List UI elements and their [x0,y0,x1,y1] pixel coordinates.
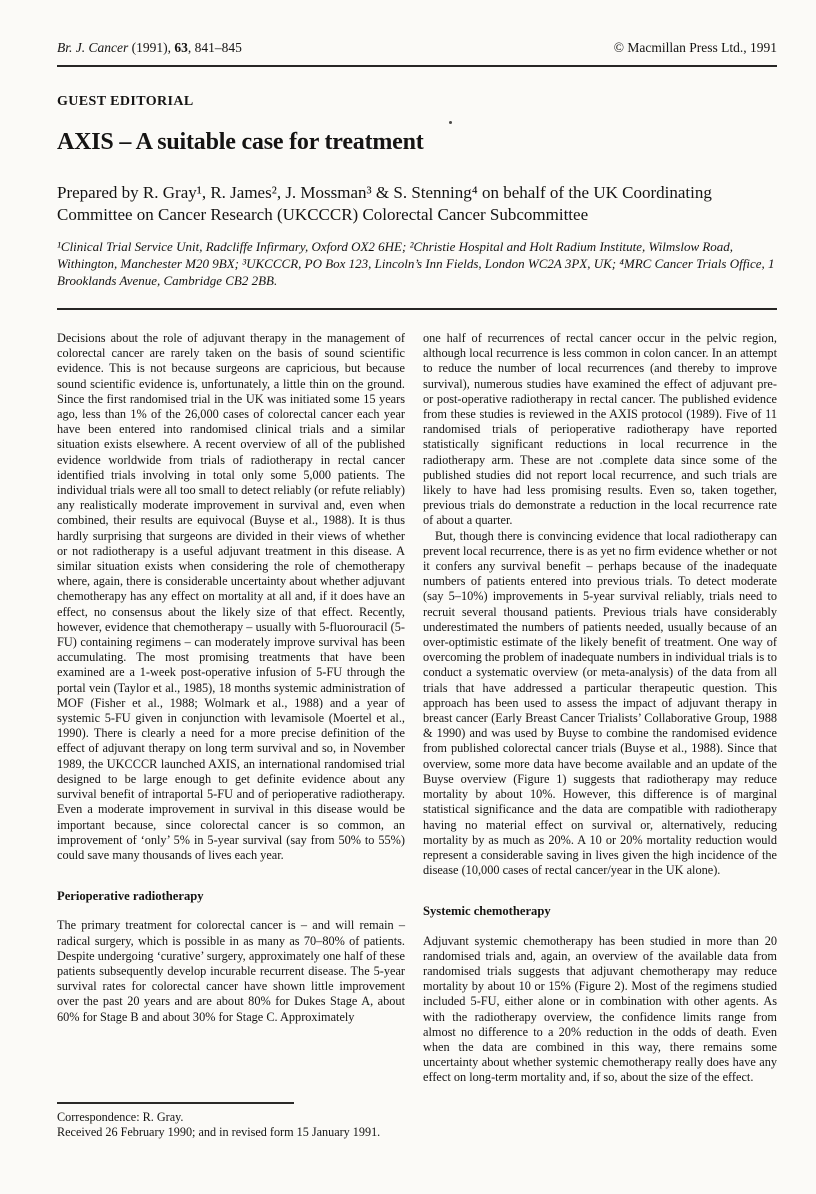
journal-reference [57,40,242,56]
body-paragraph-chemotherapy: Adjuvant systemic chemotherapy has been studied in more than 20 randomised trials and, again, an overview of the available data from randomised trials suggests that adjuvant chemotherapy may reduce mortality by about 10 or 15% (Figure 2). Most of the regimens studied included 5-FU, either alone or in combination with other agents. As with the radiotherapy overview, the confidence limits range from almost no difference to a 20% reduction in the odds of death. Even when the data are combined in this way, there remains some uncertainty about whether systemic chemotherapy really does have any effect on long-term mortality and, if so, about the size of the effect. [423,933,777,1085]
footnote [57,1102,405,1140]
section-heading-systemic-chemotherapy: Systemic chemotherapy [423,904,551,919]
journal-pages: , 841–845 [187,40,242,55]
body-paragraph-recurrence: one half of recurrences of rectal cancer occur in the pelvic region, although local recurrence is less common in colon cancer. In an attempt to reduce the number of local recurrences (and thereby to improve survival), numerous studies have examined the effect of adjuvant pre- or post-operative radiotherapy in rectal cancer. The published evidence from these studies is reviewed in the AXIS protocol (1989). Five of 11 randomised trials of perioperative radiotherapy have reported statistically significant reductions in local recurrence in the radiotherapy arm. These are not .complete data since some of the published studies did not report local recurrence, and such trials are likely to have had less promising results. Even so, taken together, previous trials do demonstrate a reduction in the local recurrence rate of about a quarter. [423,331,777,528]
left-column [57,331,405,1086]
title-divider-rule [57,308,777,310]
affiliations: ¹Clinical Trial Service Unit, Radcliffe Infirmary, Oxford OX2 6HE; ²Christie Hospital and Holt Radium Institute, Wilmslow Road, Withington, Manchester M20 9BX; ³UKCCCR, PO Box 123, Lincoln’s Inn Fields, London WC2A 3PX, UK; ⁴MRC Cancer Trials Office, 1 Brooklands Avenue, Cambridge CB2 2BB. [57,239,775,288]
section-kicker: GUEST EDITORIAL [57,94,194,109]
body-paragraph-radiotherapy: The primary treatment for colorectal cancer is – and will remain – radical surgery, which is possible in as many as 70–80% of patients. Despite undergoing ‘curative’ surgery, approximately one half of these patients subsequently develop incurable recurrent disease. The 5-year survival rates for colorectal cancer have shown little improvement over the past 20 years and are about 80% for Dukes Stage A, about 60% for Stage B and about 30% for Stage C. Approximately [57,918,405,1024]
header-divider-rule [57,65,777,67]
article-title: AXIS – A suitable case for treatment [57,129,424,155]
right-column [423,331,777,1086]
article-body [57,331,777,1086]
footnote-rule [57,1102,294,1104]
copyright-notice: © Macmillan Press Ltd., 1991 [613,40,777,55]
journal-year: (1991), [128,40,175,55]
section-heading-perioperative-radiotherapy: Perioperative radiotherapy [57,889,204,904]
byline: Prepared by R. Gray¹, R. James², J. Mossman³ & S. Stenning⁴ on behalf of the UK Coordinating Committee on Cancer Research (UKCCCR) Colorectal Cancer Subcommittee [57,183,712,224]
correspondence-note: Correspondence: R. Gray. [57,1110,184,1124]
journal-volume: 63 [174,40,188,55]
body-paragraph-overview: But, though there is convincing evidence that local radiotherapy can prevent local recurrence, there is as yet no firm evidence whether or not it confers any survival benefit – perhaps because of the inadequate numbers of patients entered into previous trials. To detect moderate (say 5–10%) improvements in 5-year survival reliably, trials need to recruit several thousand patients. Previous trials have considerably underestimated the numbers of patients needed, usually because of an over-optimistic estimate of the likely benefit of treatment. One way of overcoming the problem of inadequate numbers in individual trials is to conduct a systematic overview (or meta-analysis) of the data from all trials that have addressed a particular therapeutic question. This approach has been used to assess the impact of adjuvant therapy in breast cancer (Early Breast Cancer Trialists’ Collaborative Group, 1988 & 1990) and was used by Buyse to combine the randomised evidence from published colorectal cancer trials (Buyse et al., 1988). Since that overview, some more data have become available and an update of the Buyse overview (Figure 1) suggests that radiotherapy may reduce mortality by about 10%. However, this difference is of marginal statistical significance and the data are compatible with radiotherapy having no material effect on survival or, alternatively, reducing mortality by as much as 20%. A 10 or 20% mortality reduction would represent a considerable saving in lives given the high incidence of the disease (10,000 cases of rectal cancer/year in the UK alone). [423,528,777,878]
received-note: Received 26 February 1990; and in revised form 15 January 1991. [57,1125,381,1139]
page-header [57,40,777,56]
journal-abbreviation: Br. J. Cancer [57,40,129,55]
ink-speck [449,121,452,124]
body-paragraph-intro: Decisions about the role of adjuvant therapy in the management of colorectal cancer are rarely taken on the basis of sound scientific evidence. This is not because surgeons are capricious, but because sound scientific evidence is, unfortunately, a little thin on the ground. Since the first randomised trial in the UK was initiated some 15 years ago, less than 1% of the 26,000 cases of colorectal cancer each year have been entered into randomised clinical trials and a similar situation exists elsewhere. A recent overview of all of the published evidence worldwide from trials of radiotherapy in rectal cancer identified trials involving in total only some 5,000 patients. The individual trials were all too small to detect reliably (or refute reliably) any realistically moderate improvement in survival and, even when combined, their results are equivocal (Buyse et al., 1988). It is thus hardly surprising that surgeons are divided in their views of whether or not radiotherapy is a useful adjuvant treatment in this disease. A similar situation exists when considering the role of chemotherapy where, again, there is considerable uncertainty about whether adjuvant chemotherapy has any effect on mortality at all and, if it does have an effect, no consensus about the likely size of that effect. Recently, however, evidence that chemotherapy – usually with 5-fluorouracil (5-FU) containing regimens – can moderately improve survival has been accumulating. The most promising treatments that have been examined are a 1-week post-operative infusion of 5-FU through the portal vein (Taylor et al., 1985), 18 months systemic administration of MOF (Fisher et al., 1988; Wolmark et al., 1988) and a year of systemic 5-FU given in conjunction with levamisole (Moertel et al., 1990). There is clearly a need for a more precise definition of the effect of adjuvant therapy on long term survival and so, in November 1989, the UKCCCR launched AXIS, an international randomised trial designed to be large enough to get definite evidence about any survival benefit of intraportal 5-FU and of perioperative radiotherapy. Even a moderate improvement in survival in this disease would be important because, since colorectal cancer is so common, an improvement of ‘only’ 5% in 5-year survival (say from 50% to 55%) could save many thousands of lives each year. [57,331,405,862]
